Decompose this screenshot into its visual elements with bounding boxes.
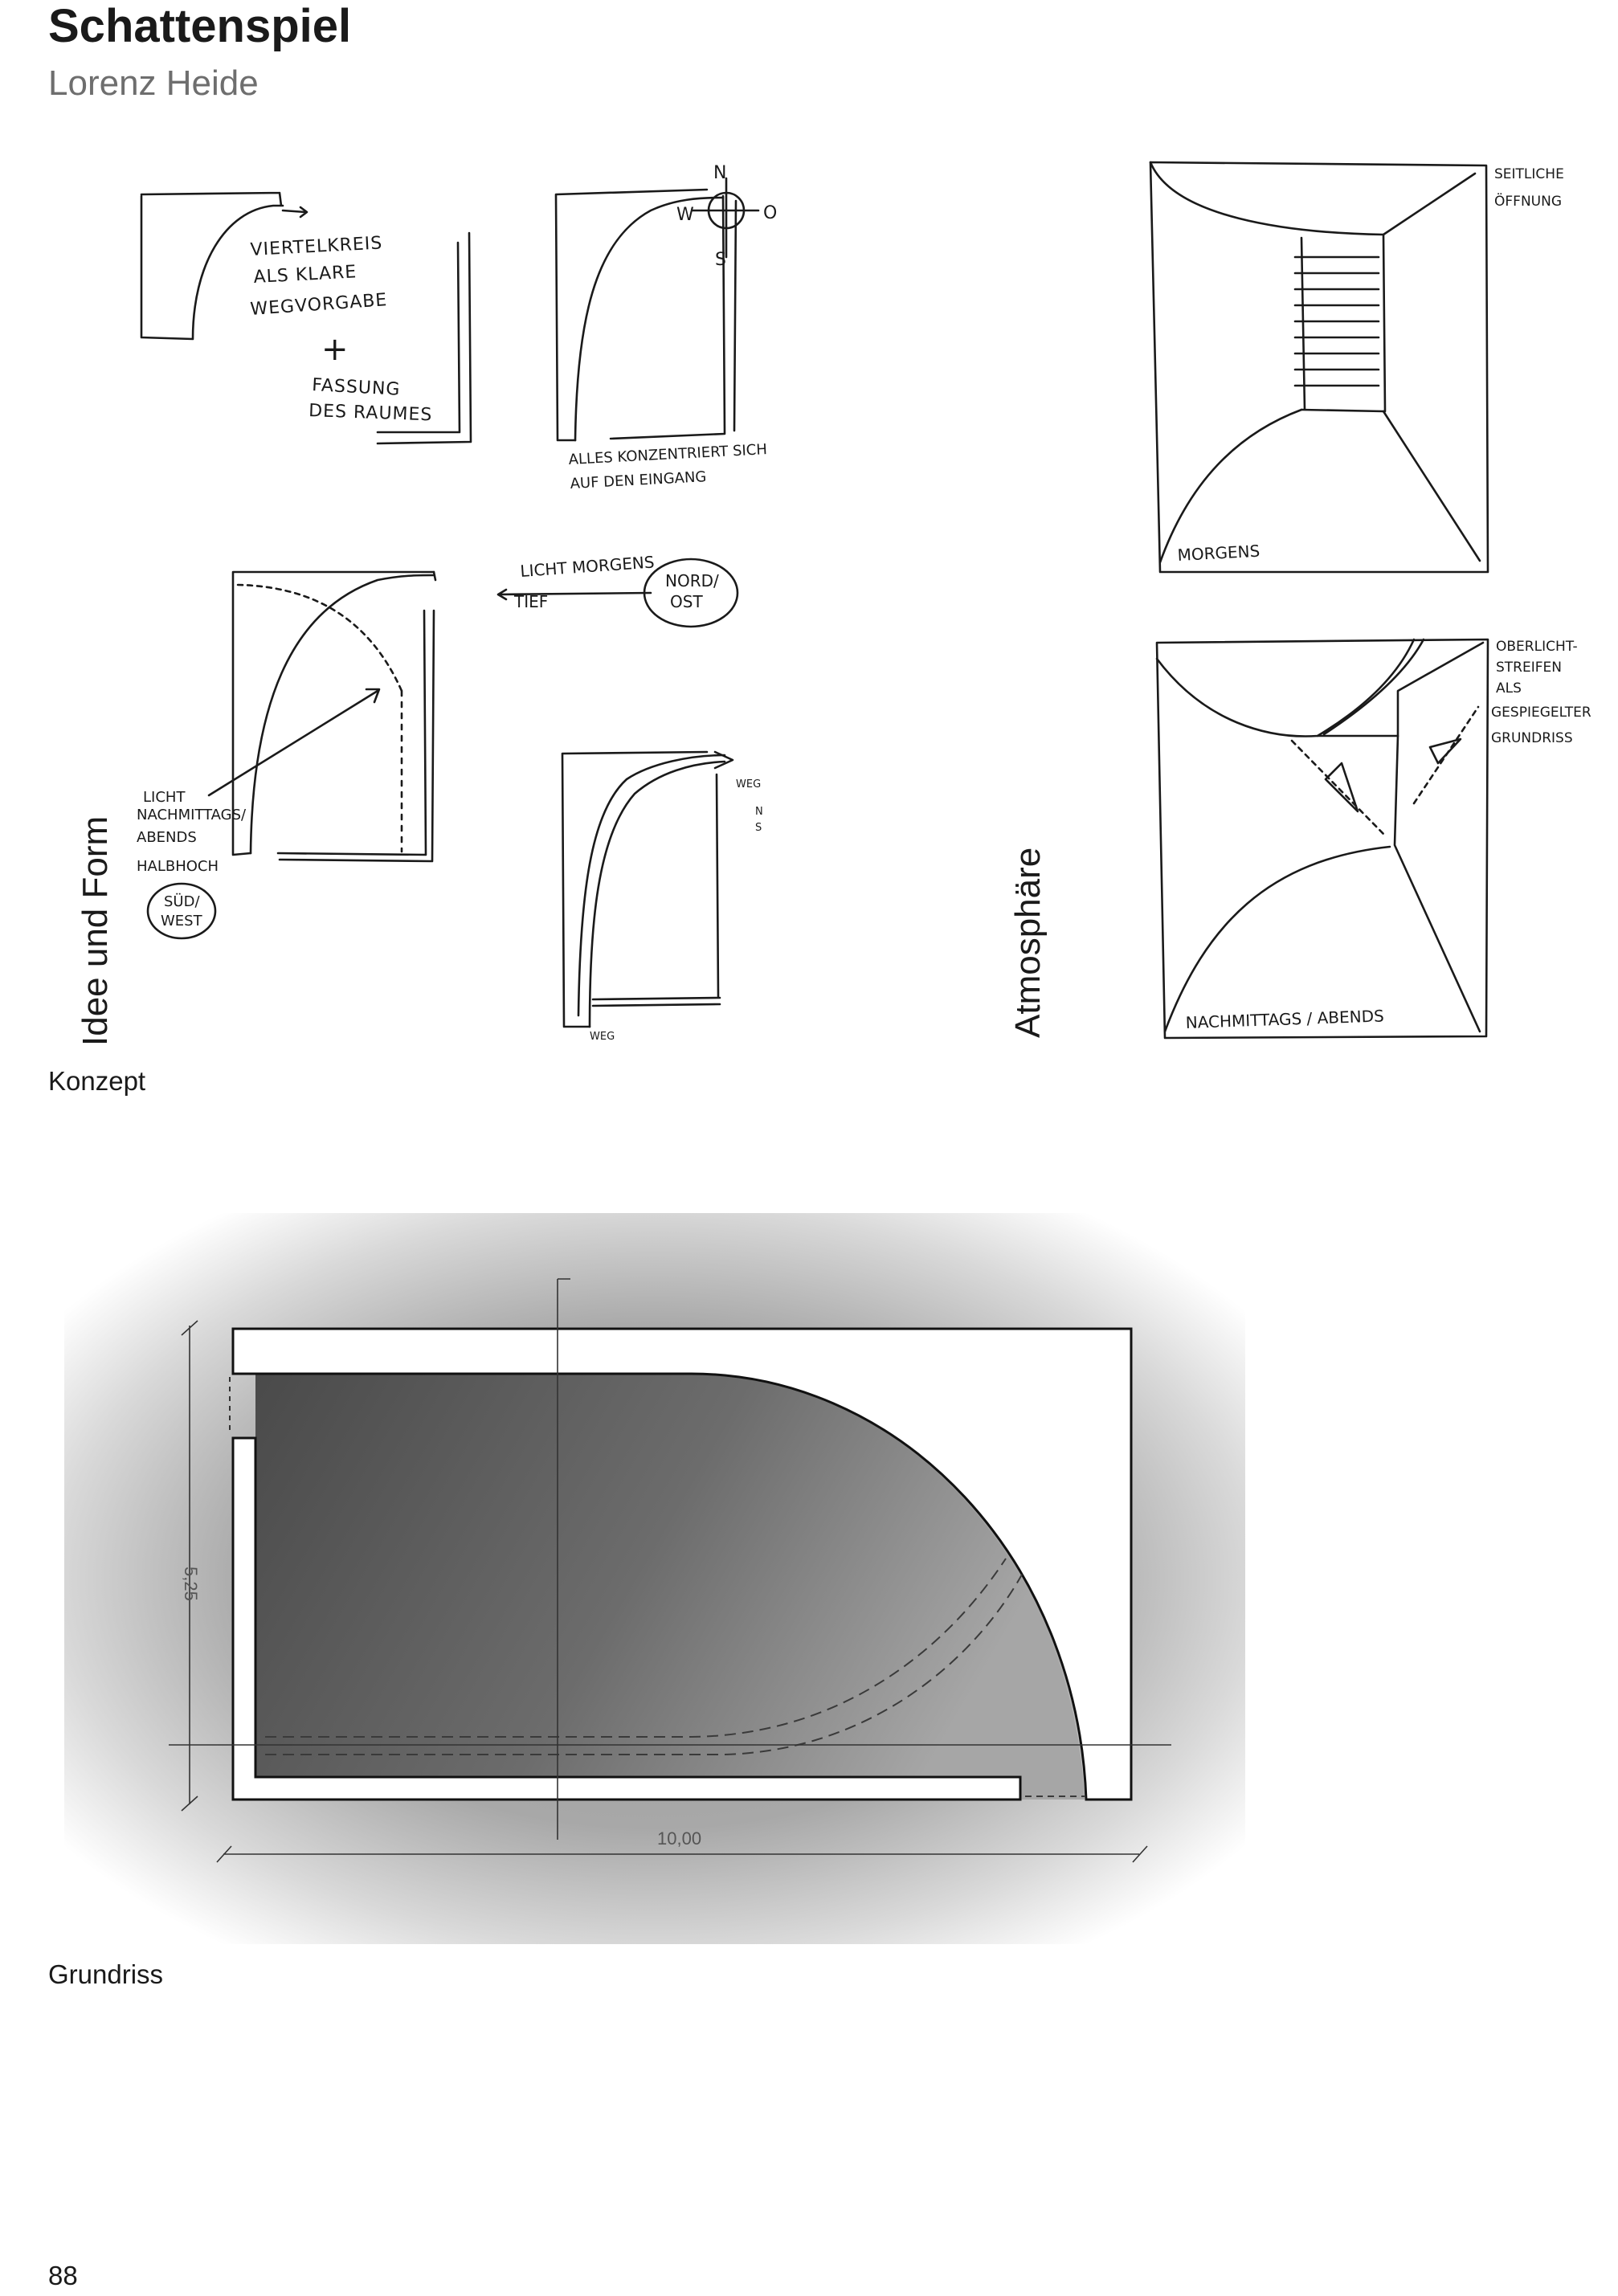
note-south-west-1: SÜD/ [164,893,200,910]
note-afternoon-light-2: NACHMITTAGS/ [137,807,247,823]
section-label-atmosphere: Atmosphäre [1008,847,1048,1038]
compass-w: W [676,205,695,225]
south-west-badge [148,884,215,938]
note-entrance-1: ALLES KONZENTRIERT SICH [568,441,768,468]
author-name: Lorenz Heide [48,63,259,103]
sketch-morning [1150,162,1564,572]
note-path-top: WEG [736,778,762,791]
note-side-opening-1: SEITLICHE [1494,166,1564,182]
note-space-frame-2: DES RAUMES [308,401,433,426]
note-space-frame-1: FASSUNG [311,375,402,400]
caption-floor-plan: Grundriss [48,1959,164,1989]
note-skylight-5: GRUNDRISS [1491,730,1573,746]
compass-s: S [715,250,727,270]
dimension-width: 10,00 [657,1828,702,1849]
note-skylight-4: GESPIEGELTER [1491,705,1591,721]
sketch-entrance-focus [556,163,778,492]
note-quarter-circle-1: VIERTELKREIS [250,233,383,260]
section-label-idea: Idee und Form [76,815,115,1046]
note-skylight-2: STREIFEN [1496,660,1562,676]
note-skylight-1: OBERLICHT- [1496,639,1578,655]
compass-n: N [713,163,728,183]
note-path-bottom: WEG [590,1031,615,1043]
note-north-east-2: OST [670,592,703,611]
note-south-west-2: WEST [161,913,202,929]
page-number: 88 [48,2261,78,2290]
sketch-afternoon [1157,639,1591,1038]
note-side-opening-2: ÖFFNUNG [1494,194,1562,210]
note-morning-light-1: LICHT MORGENS [519,552,656,581]
note-afternoon-light-4: HALBHOCH [137,858,219,875]
note-afternoon: NACHMITTAGS / ABENDS [1185,1006,1385,1032]
page-title: Schattenspiel [48,0,352,52]
caption-concept: Konzept [48,1066,146,1096]
sketch-path [562,752,763,1043]
note-skylight-3: ALS [1496,680,1522,697]
note-afternoon-light-1: LICHT [143,789,186,806]
compass-o: O [763,203,778,223]
note-plus: + [321,331,349,368]
note-compass-small-2: S [755,822,762,834]
note-entrance-2: AUF DEN EINGANG [570,468,707,492]
sketch-light-angles [137,552,737,938]
floor-plan [64,1213,1245,1944]
note-afternoon-light-3: ABENDS [137,829,197,846]
sketch-quarter-circle [141,193,471,443]
note-compass-small-1: N [755,806,763,818]
note-morning-light-2: TIEF [514,592,549,611]
note-quarter-circle-3: WEGVORGABE [249,290,389,320]
note-quarter-circle-2: ALS KLARE [253,262,358,288]
dimension-height: 5,25 [181,1567,201,1601]
note-morning: MORGENS [1177,541,1260,565]
note-north-east-1: NORD/ [665,571,719,590]
